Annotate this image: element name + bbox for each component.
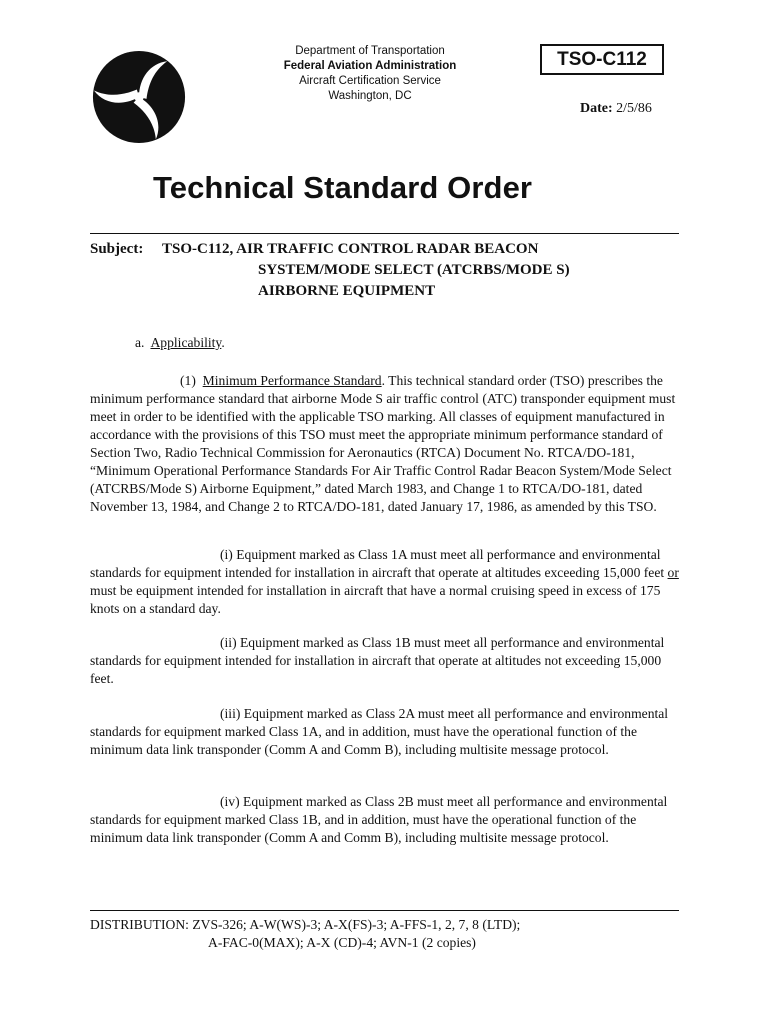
section-a-prefix: a. (135, 335, 145, 350)
distribution-block (90, 916, 690, 952)
paragraph-ii (90, 634, 680, 688)
paragraph-1-heading: Minimum Performance Standard (202, 373, 382, 388)
document-title: Technical Standard Order (153, 170, 533, 205)
distribution-divider (90, 910, 679, 911)
paragraph-iii (90, 705, 680, 759)
paragraph-ii-text: (ii) Equipment marked as Class 1B must meet all performance and environmental standards for equipment intended for installation in aircraft that operate at altitudes not exceeding 15,000 feet. (90, 635, 665, 686)
subject-line-2: SYSTEM/MODE SELECT (ATCRBS/MODE S) (258, 262, 570, 278)
subject-block (90, 239, 680, 302)
paragraph-i (90, 546, 680, 618)
paragraph-i-underlined: or (667, 565, 679, 580)
date-label: Date: (580, 101, 613, 116)
dot-logo-icon (92, 50, 186, 144)
agency-line-1: Department of Transportation (295, 45, 445, 57)
section-a-period: . (221, 335, 225, 350)
title-divider (90, 233, 679, 234)
paragraph-iii-text: (iii) Equipment marked as Class 2A must meet all performance and environmental standards for equipment marked Class 1A, and in addition, must have the operational function of the minimum data link transponder (Comm A and Comm B), including multisite message protocol. (90, 706, 669, 757)
distribution-line-2: A-FAC-0(MAX); A-X (CD)-4; AVN-1 (2 copies) (208, 935, 476, 950)
paragraph-1 (90, 372, 680, 516)
subject-line-3: AIRBORNE EQUIPMENT (258, 283, 436, 299)
distribution-line-1: DISTRIBUTION: ZVS-326; A-W(WS)-3; A-X(FS)-3; A-FFS-1, 2, 7, 8 (LTD); (90, 917, 521, 932)
tso-number-box: TSO-C112 (540, 44, 664, 75)
subject-label: Subject: (90, 241, 144, 257)
agency-block (270, 44, 470, 104)
paragraph-1-prefix: (1) (180, 373, 196, 388)
agency-line-4: Washington, DC (328, 90, 412, 102)
paragraph-i-text-before: (i) Equipment marked as Class 1A must meet all performance and environmental standards for equipment intended for installation in aircraft that operate at altitudes exceeding 15,000 feet (90, 547, 668, 580)
section-a-heading (135, 334, 725, 352)
paragraph-iv-text: (iv) Equipment marked as Class 2B must meet all performance and environmental standards for equipment marked Class 1B, and in addition, must have the operational function of the minimum data link transponder (Comm A and Comm B), including multisite message protocol. (90, 794, 668, 845)
paragraph-iv (90, 793, 680, 847)
date-value: 2/5/86 (616, 101, 652, 116)
agency-line-2: Federal Aviation Administration (283, 60, 457, 72)
agency-line-3: Aircraft Certification Service (299, 75, 441, 87)
paragraph-i-text-after: must be equipment intended for installation in aircraft that have a normal cruising speed in excess of 175 knots on a standard day. (90, 583, 661, 616)
date-line (580, 101, 700, 117)
subject-line-1: TSO-C112, AIR TRAFFIC CONTROL RADAR BEACON (162, 241, 539, 257)
paragraph-1-text: . This technical standard order (TSO) prescribes the minimum performance standard that airborne Mode S air traffic control (ATC) transponder equipment must meet in order to be identified with the applicable TSO marking. All classes of equipment manufactured in accordance with the provisions of this TSO must meet the appropriate minimum performance standard of Section Two, Radio Technical Commission for Aeronautics (RTCA) Document No. RTCA/DO-181, “Minimum Operational Performance Standards For Air Traffic Control Radar Beacon System/Mode Select (ATCRBS/Mode S) Airborne Equipment,” dated March 1983, and Change 1 to RTCA/DO-181, dated November 13, 1984, and Change 2 to RTCA/DO-181, dated January 17, 1986, as amended by this TSO. (90, 373, 676, 514)
section-a-title: Applicability (150, 335, 222, 350)
